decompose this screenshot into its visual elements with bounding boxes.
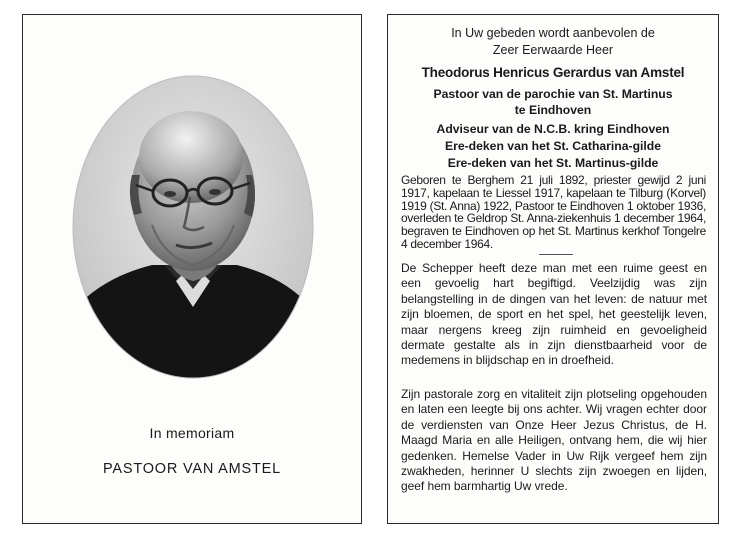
left-card — [22, 14, 362, 524]
priest-portrait — [72, 75, 314, 379]
title-line-2: te Eindhoven — [514, 103, 592, 117]
in-memoriam-label: In memoriam — [149, 425, 235, 441]
title-line-3: Adviseur van de N.C.B. kring Eindhoven — [436, 122, 670, 136]
tribute-paragraph-2: Zijn pastorale zorg en vitaliteit zijn plotseling opgehouden en laten een leegte bij ons achter. Wij vragen echter door de verdiensten van Onze Heer Jezus Christus, de H. Maagd Maria en alle Heiligen, ontvang hem, die wij hier gedenken. Hemelse Vader in Uw Rijk vergeef hem zijn zwakheden, herinner U slechts zijn zwoegen en lijden, geef hem barmhartig Uw vrede. — [401, 387, 707, 494]
title-line-4: Ere-deken van het St. Catharina-gilde — [444, 139, 662, 153]
title-line-5: Ere-deken van het St. Martinus-gilde — [447, 156, 659, 170]
title-line-1: Pastoor van de parochie van St. Martinus — [433, 87, 673, 101]
intro-line-1: In Uw gebeden wordt aanbevolen de — [451, 26, 655, 40]
tribute-paragraph-1: De Schepper heeft deze man met een ruime geest en een gevoelig hart begiftigd. Veelzijdig was zijn belangstelling in de dingen van het leven: de natuur met zijn bloemen, de sport en het spel, het geestelijk leven, maar nergens kreeg zijn ruimheid en gevoeligheid dermate gestalte als in zijn dienstbaarheid voor de medemens in blijdschap en in droefheid. — [401, 261, 707, 368]
right-card — [387, 14, 719, 524]
section-divider — [539, 254, 573, 255]
intro-line-2: Zeer Eerwaarde Heer — [492, 43, 614, 57]
deceased-full-name: Theodorus Henricus Gerardus van Amstel — [421, 65, 685, 80]
biography: Geboren te Berghem 21 juli 1892, priester gewijd 2 juni 1917, kapelaan te Liessel 1917, kapelaan te Tilburg (Korvel) 1919 (St. Anna) 1922, Pastoor te Eindhoven 1 oktober 1936, overleden te Geldrop St. Anna-ziekenhuis 1 december 1964, begraven te Eindhoven op het St. Martinus kerkhof Tongelre 4 december 1964. — [401, 173, 706, 251]
deceased-short-name: PASTOOR VAN AMSTEL — [103, 461, 281, 477]
